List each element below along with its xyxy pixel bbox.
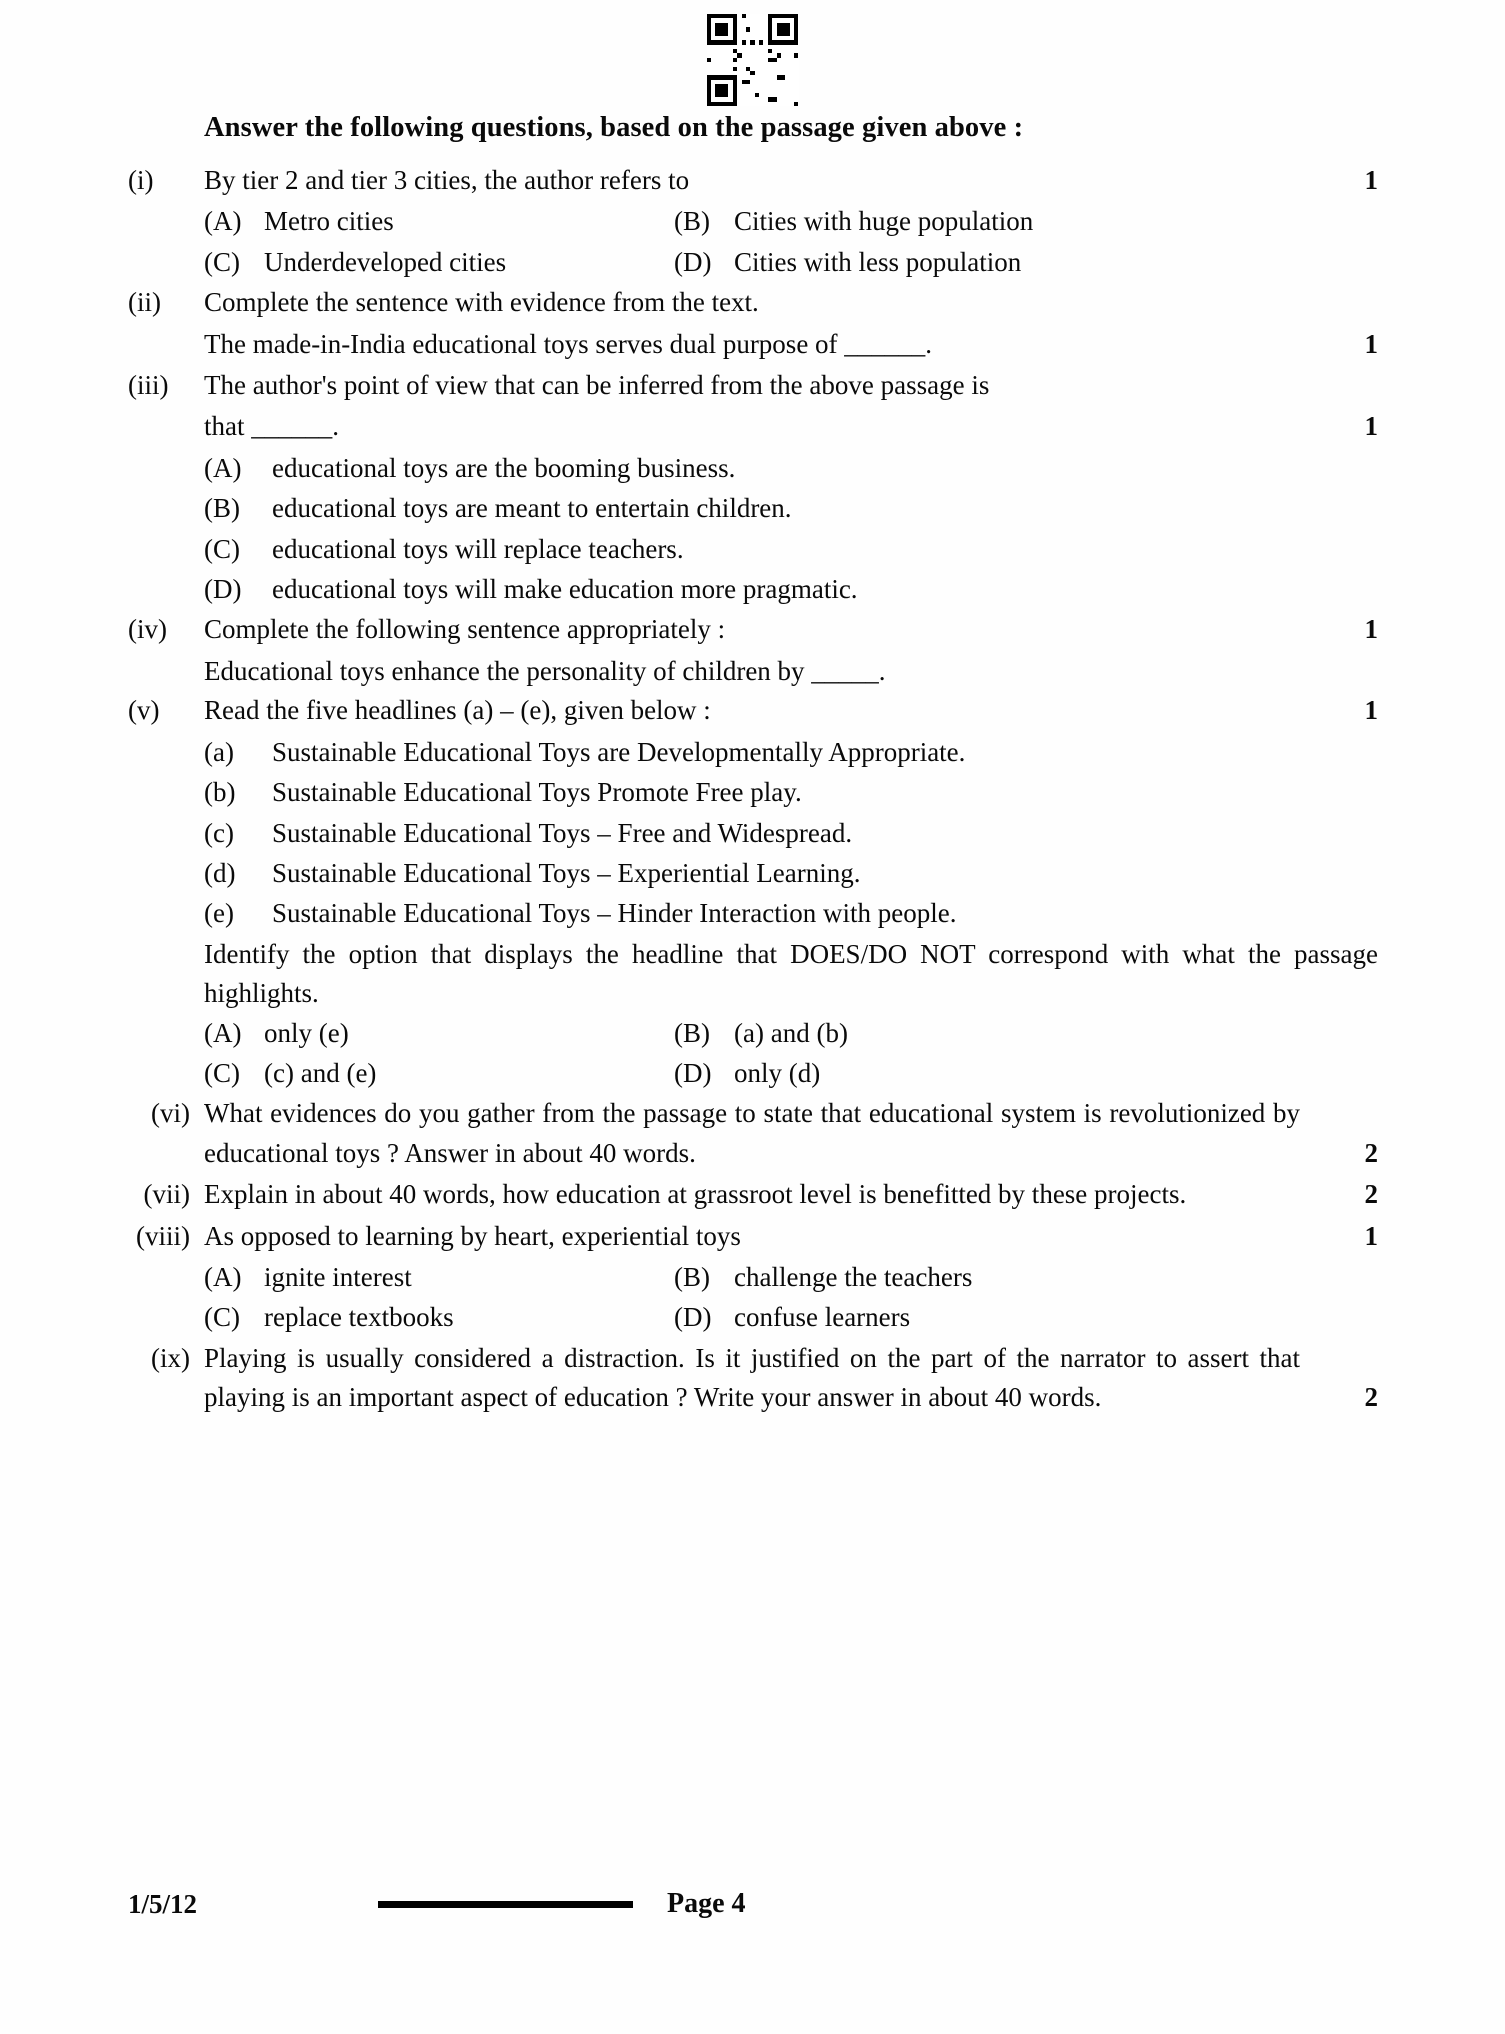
option-label: (B) bbox=[674, 1261, 710, 1292]
option-label: (D) bbox=[204, 574, 242, 605]
option-row bbox=[204, 202, 1378, 241]
question-text: As opposed to learning by heart, experiential toys bbox=[204, 1220, 741, 1251]
option-text: replace textbooks bbox=[264, 1302, 454, 1333]
option-row bbox=[204, 1054, 1378, 1093]
qr-code-container bbox=[0, 14, 1505, 106]
question-marker: (ii) bbox=[128, 287, 161, 318]
question-continuation: Educational toys enhance the personality of children by _____. bbox=[204, 655, 886, 686]
option-label: (C) bbox=[204, 533, 240, 564]
option-text: educational toys will make education more pragmatic. bbox=[272, 574, 858, 605]
option-text: (a) and (b) bbox=[734, 1017, 848, 1048]
option-text: challenge the teachers bbox=[734, 1261, 973, 1292]
question-text: Complete the sentence with evidence from the text. bbox=[204, 287, 759, 318]
question-item bbox=[128, 1175, 1378, 1214]
option-b[interactable] bbox=[674, 202, 1378, 241]
question-content bbox=[128, 112, 1378, 1420]
question-continuation: that ______. bbox=[204, 411, 339, 442]
headline-text: Sustainable Educational Toys – Hinder Interaction with people. bbox=[272, 898, 957, 929]
option-d[interactable] bbox=[204, 570, 1378, 609]
option-row bbox=[204, 1014, 1378, 1053]
question-marker: (iii) bbox=[128, 370, 169, 401]
option-text: educational toys will replace teachers. bbox=[272, 533, 684, 564]
qr-code bbox=[707, 14, 799, 106]
option-text: only (d) bbox=[734, 1057, 821, 1088]
option-d[interactable] bbox=[674, 1054, 1378, 1093]
option-text: Underdeveloped cities bbox=[264, 246, 507, 277]
question-text: Playing is usually considered a distraction. Is it justified on the part of the narrator to assert that playing is an important aspect of education ? Write your answer in about 40 words. bbox=[204, 1342, 1300, 1413]
option-label: (B) bbox=[674, 206, 710, 237]
question-text: Read the five headlines (a) – (e), given below : bbox=[204, 695, 711, 726]
option-text: ignite interest bbox=[264, 1261, 412, 1292]
option-c[interactable] bbox=[204, 1298, 674, 1337]
option-text: (c) and (e) bbox=[264, 1057, 377, 1088]
option-a[interactable] bbox=[204, 1258, 674, 1297]
paper-code: 1/5/12 bbox=[128, 1888, 198, 1919]
headline-text: Sustainable Educational Toys Promote Free play. bbox=[272, 777, 802, 808]
option-text: educational toys are meant to entertain children. bbox=[272, 493, 792, 524]
option-d[interactable] bbox=[674, 1298, 1378, 1337]
option-text: Cities with less population bbox=[734, 246, 1022, 277]
option-row bbox=[204, 243, 1378, 282]
question-marker: (viii) bbox=[136, 1220, 190, 1251]
question-marks: 1 bbox=[1364, 165, 1378, 195]
question-marker: (i) bbox=[128, 165, 154, 195]
question-marker: (ix) bbox=[151, 1342, 190, 1373]
option-label: (C) bbox=[204, 1057, 240, 1088]
option-a[interactable] bbox=[204, 202, 674, 241]
option-text: Cities with huge population bbox=[734, 206, 1034, 237]
question-text: Complete the following sentence appropriately : bbox=[204, 614, 726, 645]
option-label: (B) bbox=[204, 493, 240, 524]
option-text: only (e) bbox=[264, 1017, 349, 1048]
headline-text: Sustainable Educational Toys – Free and Widespread. bbox=[272, 817, 853, 848]
page-number: Page 4 bbox=[667, 1888, 746, 1919]
option-label: (C) bbox=[204, 246, 240, 277]
question-item bbox=[128, 161, 1378, 200]
headline-item bbox=[204, 733, 1378, 772]
question-text: What evidences do you gather from the passage to state that educational system is revolutionized by educational toys ? Answer in about 40 words. bbox=[204, 1098, 1300, 1168]
option-label: (C) bbox=[204, 1302, 240, 1333]
headline-item bbox=[204, 773, 1378, 812]
question-item bbox=[128, 366, 1378, 405]
page-footer bbox=[128, 1888, 1377, 1920]
question-instruction: Identify the option that displays the headline that DOES/DO NOT correspond with what the passage highlights. bbox=[204, 938, 1378, 1009]
option-b[interactable] bbox=[674, 1014, 1378, 1053]
option-b[interactable] bbox=[204, 489, 1378, 528]
option-row bbox=[204, 1258, 1378, 1297]
headline-label: (a) bbox=[204, 736, 234, 767]
question-marks: 1 bbox=[1364, 695, 1378, 726]
option-label: (A) bbox=[204, 452, 242, 483]
question-marks: 1 bbox=[1364, 614, 1378, 645]
headline-label: (e) bbox=[204, 898, 234, 929]
option-label: (D) bbox=[674, 1057, 712, 1088]
question-text: By tier 2 and tier 3 cities, the author refers to bbox=[204, 165, 690, 195]
question-continuation: The made-in-India educational toys serves dual purpose of ______. bbox=[204, 328, 933, 359]
option-c[interactable] bbox=[204, 243, 674, 282]
question-item bbox=[128, 283, 1378, 322]
question-marker: (iv) bbox=[128, 614, 167, 645]
question-item bbox=[128, 1339, 1378, 1418]
question-marker: (vi) bbox=[151, 1098, 190, 1129]
headline-label: (b) bbox=[204, 777, 236, 808]
question-item bbox=[128, 610, 1378, 649]
question-item bbox=[128, 1094, 1378, 1173]
footer-divider bbox=[378, 1901, 633, 1908]
option-d[interactable] bbox=[674, 243, 1378, 282]
question-marker: (v) bbox=[128, 695, 160, 726]
option-text: confuse learners bbox=[734, 1302, 911, 1333]
question-item bbox=[128, 1217, 1378, 1256]
option-a[interactable] bbox=[204, 449, 1378, 488]
headline-item bbox=[204, 854, 1378, 893]
option-label: (B) bbox=[674, 1017, 710, 1048]
option-label: (D) bbox=[674, 1302, 712, 1333]
option-b[interactable] bbox=[674, 1258, 1378, 1297]
option-text: educational toys are the booming business. bbox=[272, 452, 736, 483]
question-continuation-row bbox=[128, 407, 1378, 446]
question-text: Explain in about 40 words, how education at grassroot level is benefitted by these projects. bbox=[204, 1179, 1187, 1210]
option-a[interactable] bbox=[204, 1014, 674, 1053]
headline-text: Sustainable Educational Toys – Experiential Learning. bbox=[272, 857, 861, 888]
headline-item bbox=[204, 814, 1378, 853]
question-text: The author's point of view that can be inferred from the above passage is bbox=[204, 370, 990, 401]
question-marks: 2 bbox=[1364, 1179, 1378, 1210]
question-continuation-row bbox=[128, 325, 1378, 364]
option-label: (D) bbox=[674, 246, 712, 277]
headline-text: Sustainable Educational Toys are Developmentally Appropriate. bbox=[272, 736, 966, 767]
question-marks: 1 bbox=[1364, 1220, 1378, 1251]
option-label: (A) bbox=[204, 1017, 242, 1048]
option-text: Metro cities bbox=[264, 206, 394, 237]
option-row bbox=[204, 1298, 1378, 1337]
option-c[interactable] bbox=[204, 1054, 674, 1093]
question-marker: (vii) bbox=[143, 1179, 190, 1210]
page-title: Answer the following questions, based on the passage given above : bbox=[204, 112, 1024, 143]
headline-label: (d) bbox=[204, 857, 236, 888]
option-label: (A) bbox=[204, 206, 242, 237]
option-label: (A) bbox=[204, 1261, 242, 1292]
question-marks: 1 bbox=[1364, 411, 1378, 442]
headline-label: (c) bbox=[204, 817, 234, 848]
question-item bbox=[128, 691, 1378, 730]
headline-item bbox=[204, 894, 1378, 933]
question-marks: 1 bbox=[1364, 328, 1378, 359]
option-c[interactable] bbox=[204, 530, 1378, 569]
question-marks: 2 bbox=[1364, 1382, 1378, 1413]
question-marks: 2 bbox=[1364, 1137, 1378, 1168]
